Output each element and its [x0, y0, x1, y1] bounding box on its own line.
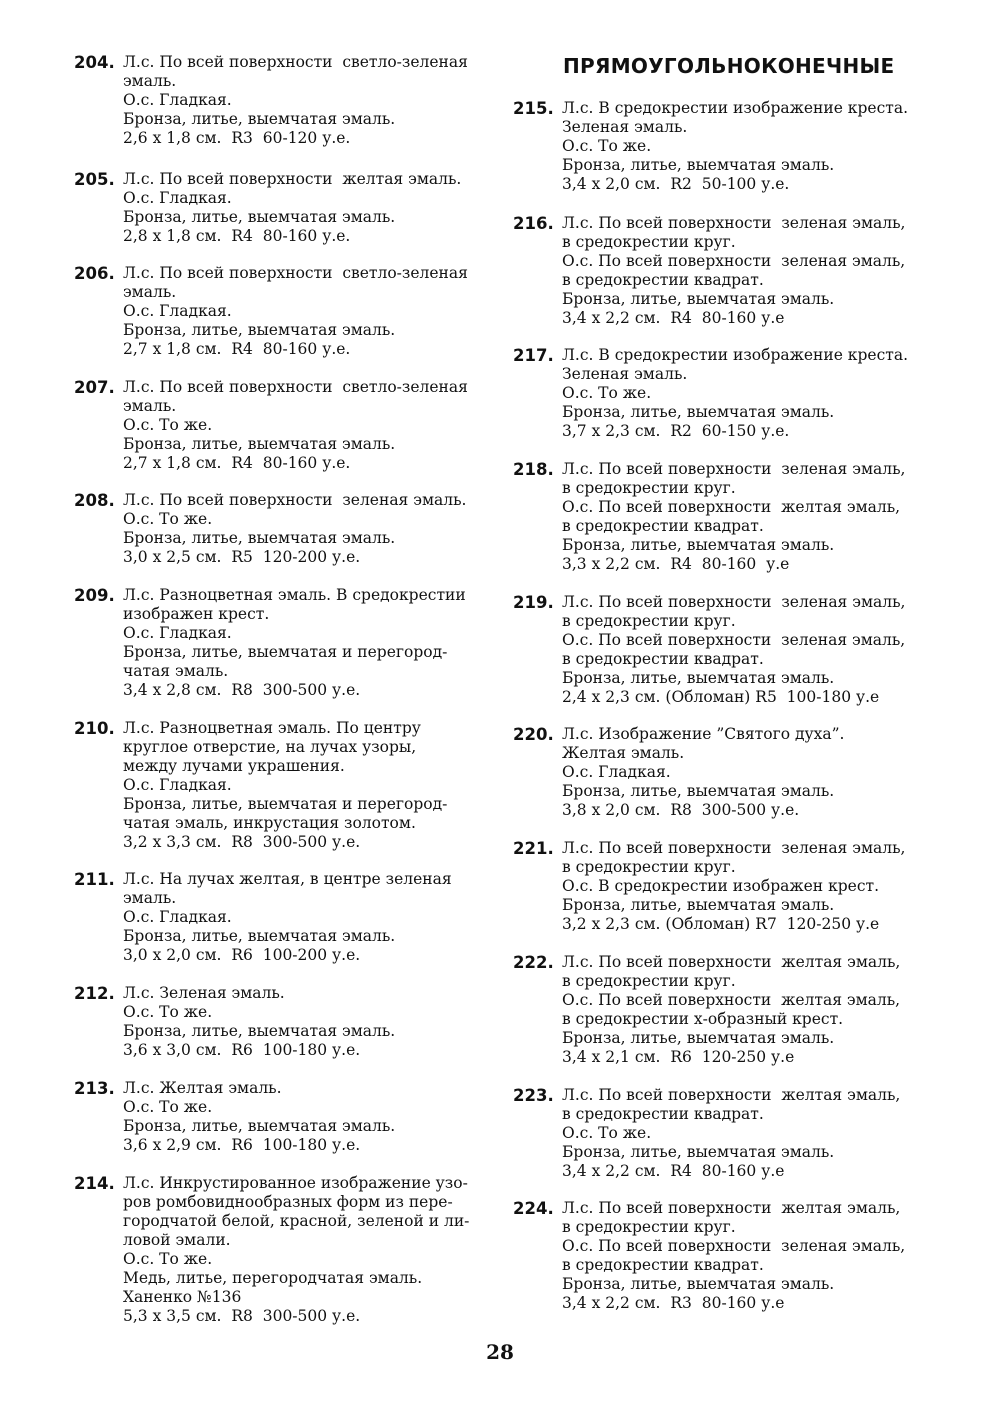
- entry-line: в средокрестии круг.: [562, 479, 736, 497]
- page-number: 28: [486, 1340, 514, 1364]
- entry-number: 212.: [74, 984, 115, 1003]
- entry-line: Л.с. По всей поверхности зеленая эмаль.: [123, 491, 467, 509]
- entry-number: 218.: [513, 460, 554, 479]
- entry-line: 3,4 х 2,1 см. R6 120-250 у.е: [562, 1048, 795, 1066]
- entry-line: О.с. По всей поверхности желтая эмаль,: [562, 991, 901, 1009]
- entry-line: эмаль.: [123, 397, 177, 415]
- entry-line: 2,6 х 1,8 см. R3 60-120 у.е.: [123, 129, 351, 147]
- entry-line: О.с. То же.: [123, 510, 213, 528]
- entry-number: 210.: [74, 719, 115, 738]
- entry-line: Бронза, литье, выемчатая эмаль.: [562, 896, 835, 914]
- entry-line: 3,4 х 2,2 см. R4 80-160 у.е: [562, 1162, 785, 1180]
- entry-description: [562, 346, 908, 441]
- entry-line: Бронза, литье, выемчатая эмаль.: [123, 529, 396, 547]
- entry-line: Бронза, литье, выемчатая эмаль.: [562, 403, 835, 421]
- entry-number: 217.: [513, 346, 554, 365]
- entry-line: Л.с. Зеленая эмаль.: [123, 984, 285, 1002]
- entry-line: О.с. Гладкая.: [123, 908, 232, 926]
- entry-line: 2,8 х 1,8 см. R4 80-160 у.е.: [123, 227, 351, 245]
- entry-line: 3,4 х 2,2 см. R3 80-160 у.е: [562, 1294, 785, 1312]
- entry-number: 216.: [513, 214, 554, 233]
- entry-number: 215.: [513, 99, 554, 118]
- entry-number: 220.: [513, 725, 554, 744]
- entry-line: Бронза, литье, выемчатая эмаль.: [562, 669, 835, 687]
- entry-line: в средокрестии квадрат.: [562, 650, 764, 668]
- entry-line: 3,0 х 2,0 см. R6 100-200 у.е.: [123, 946, 361, 964]
- entry-line: Желтая эмаль.: [562, 744, 685, 762]
- entry-line: Л.с. В средокрестии изображение креста.: [562, 346, 909, 364]
- entry-line: в средокрестии квадрат.: [562, 1105, 764, 1123]
- entry-line: 3,8 х 2,0 см. R8 300-500 у.е.: [562, 801, 800, 819]
- entry-line: Л.с. В средокрестии изображение креста.: [562, 99, 909, 117]
- entry-line: О.с. Гладкая.: [123, 302, 232, 320]
- entry-line: Л.с. Разноцветная эмаль. По центру: [123, 719, 421, 737]
- entry-number: 223.: [513, 1086, 554, 1105]
- entry-line: Бронза, литье, выемчатая эмаль.: [562, 536, 835, 554]
- entry-line: О.с. По всей поверхности зеленая эмаль,: [562, 1237, 906, 1255]
- entry-line: Л.с. По всей поверхности зеленая эмаль,: [562, 593, 906, 611]
- entry-description: [562, 953, 900, 1067]
- entry-line: Бронза, литье, выемчатая эмаль.: [123, 1022, 396, 1040]
- entry-line: Бронза, литье, выемчатая эмаль.: [562, 1143, 835, 1161]
- entry-line: Бронза, литье, выемчатая эмаль.: [562, 1275, 835, 1293]
- entry-line: Бронза, литье, выемчатая эмаль.: [123, 435, 396, 453]
- entry-line: ловой эмали.: [123, 1231, 231, 1249]
- entry-number: 206.: [74, 264, 115, 283]
- entry-line: круглое отверстие, на лучах узоры,: [123, 738, 417, 756]
- entry-line: 3,6 х 2,9 см. R6 100-180 у.е.: [123, 1136, 361, 1154]
- entry-description: [562, 214, 905, 328]
- entry-line: Л.с. По всей поверхности светло-зеленая: [123, 378, 468, 396]
- entry-line: Л.с. Желтая эмаль.: [123, 1079, 282, 1097]
- entry-line: О.с. То же.: [562, 384, 652, 402]
- entry-line: 3,4 х 2,8 см. R8 300-500 у.е.: [123, 681, 361, 699]
- entry-line: Бронза, литье, выемчатая эмаль.: [123, 927, 396, 945]
- entry-line: Зеленая эмаль.: [562, 365, 688, 383]
- entry-line: Л.с. Изображение ”Святого духа”.: [562, 725, 845, 743]
- entry-line: 3,4 х 2,0 см. R2 50-100 у.е.: [562, 175, 790, 193]
- entry-line: Бронза, литье, выемчатая эмаль.: [123, 321, 396, 339]
- entry-line: О.с. По всей поверхности зеленая эмаль,: [562, 631, 906, 649]
- entry-number: 207.: [74, 378, 115, 397]
- entry-number: 222.: [513, 953, 554, 972]
- entry-line: О.с. Гладкая.: [123, 91, 232, 109]
- entry-line: Бронза, литье, выемчатая эмаль.: [562, 156, 835, 174]
- entry-line: Л.с. Разноцветная эмаль. В средокрестии: [123, 586, 466, 604]
- entry-description: [562, 725, 844, 820]
- entry-line: Л.с. По всей поверхности светло-зеленая: [123, 53, 468, 71]
- entry-line: О.с. Гладкая.: [123, 624, 232, 642]
- entry-line: Л.с. По всей поверхности светло-зеленая: [123, 264, 468, 282]
- entry-line: в средокрестии круг.: [562, 233, 736, 251]
- entry-description: [562, 460, 905, 574]
- section-heading: ПРЯМОУГОЛЬНОКОНЕЧНЫЕ: [563, 54, 895, 78]
- entry-line: Бронза, литье, выемчатая эмаль.: [123, 208, 396, 226]
- entry-line: в средокрестии квадрат.: [562, 517, 764, 535]
- entry-number: 221.: [513, 839, 554, 858]
- entry-line: Л.с. По всей поверхности желтая эмаль,: [562, 1086, 901, 1104]
- entry-line: О.с. То же.: [123, 1250, 213, 1268]
- entry-line: 3,2 х 2,3 см. (Обломан) R7 120-250 у.е: [562, 915, 880, 933]
- entry-number: 213.: [74, 1079, 115, 1098]
- entry-line: 2,7 х 1,8 см. R4 80-160 у.е.: [123, 454, 351, 472]
- entry-line: Ханенко №136: [123, 1288, 242, 1306]
- entry-line: Л.с. Инкрустированное изображение узо-: [123, 1174, 468, 1192]
- entry-line: между лучами украшения.: [123, 757, 345, 775]
- entry-line: О.с. По всей поверхности желтая эмаль,: [562, 498, 901, 516]
- entry-description: [123, 870, 452, 965]
- entry-description: [123, 264, 468, 359]
- entry-line: О.с. Гладкая.: [562, 763, 671, 781]
- entry-number: 211.: [74, 870, 115, 889]
- entry-number: 214.: [74, 1174, 115, 1193]
- entry-line: Бронза, литье, выемчатая эмаль.: [123, 1117, 396, 1135]
- entry-line: 3,2 х 3,3 см. R8 300-500 у.е.: [123, 833, 361, 851]
- entry-line: Л.с. На лучах желтая, в центре зеленая: [123, 870, 452, 888]
- entry-line: 2,7 х 1,8 см. R4 80-160 у.е.: [123, 340, 351, 358]
- entry-line: О.с. По всей поверхности зеленая эмаль,: [562, 252, 906, 270]
- entry-line: в средокрестии квадрат.: [562, 271, 764, 289]
- entry-description: [123, 719, 447, 852]
- entry-line: Бронза, литье, выемчатая эмаль.: [562, 782, 835, 800]
- entry-line: изображен крест.: [123, 605, 270, 623]
- entry-line: Л.с. По всей поверхности желтая эмаль,: [562, 1199, 901, 1217]
- entry-number: 224.: [513, 1199, 554, 1218]
- entry-description: [123, 378, 468, 473]
- entry-line: ров ромбовиднообразных форм из пере-: [123, 1193, 453, 1211]
- entry-line: чатая эмаль, инкрустация золотом.: [123, 814, 416, 832]
- entry-number: 204.: [74, 53, 115, 72]
- entry-description: [123, 586, 466, 700]
- entry-line: Л.с. По всей поверхности желтая эмаль,: [562, 953, 901, 971]
- entry-line: эмаль.: [123, 889, 177, 907]
- entry-line: в средокрестии круг.: [562, 972, 736, 990]
- entry-line: Бронза, литье, выемчатая и перегород-: [123, 795, 448, 813]
- entry-line: О.с. То же.: [562, 137, 652, 155]
- entry-description: [123, 984, 395, 1060]
- entry-number: 219.: [513, 593, 554, 612]
- entry-line: Л.с. По всей поверхности зеленая эмаль,: [562, 460, 906, 478]
- entry-line: О.с. То же.: [123, 1003, 213, 1021]
- entry-line: Л.с. По всей поверхности зеленая эмаль,: [562, 839, 906, 857]
- entry-line: 3,3 х 2,2 см. R4 80-160 у.е: [562, 555, 790, 573]
- entry-line: эмаль.: [123, 72, 177, 90]
- entry-line: Зеленая эмаль.: [562, 118, 688, 136]
- entry-line: Л.с. По всей поверхности зеленая эмаль,: [562, 214, 906, 232]
- entry-line: городчатой белой, красной, зеленой и ли-: [123, 1212, 470, 1230]
- entry-line: О.с. Гладкая.: [123, 189, 232, 207]
- entry-line: Бронза, литье, выемчатая и перегород-: [123, 643, 448, 661]
- entry-line: Медь, литье, перегородчатая эмаль.: [123, 1269, 423, 1287]
- entry-line: Бронза, литье, выемчатая эмаль.: [562, 290, 835, 308]
- entry-line: 3,0 х 2,5 см. R5 120-200 у.е.: [123, 548, 361, 566]
- entry-description: [562, 99, 908, 194]
- entry-number: 205.: [74, 170, 115, 189]
- entry-description: [123, 53, 468, 148]
- entry-number: 208.: [74, 491, 115, 510]
- entry-description: [123, 1079, 395, 1155]
- entry-description: [562, 1086, 900, 1181]
- entry-line: в средокрестии круг.: [562, 612, 736, 630]
- entry-line: в средокрестии квадрат.: [562, 1256, 764, 1274]
- entry-line: чатая эмаль.: [123, 662, 229, 680]
- entry-line: в средокрестии круг.: [562, 858, 736, 876]
- entry-line: Бронза, литье, выемчатая эмаль.: [123, 110, 396, 128]
- entry-line: эмаль.: [123, 283, 177, 301]
- entry-number: 209.: [74, 586, 115, 605]
- entry-description: [562, 593, 905, 707]
- entry-line: 5,3 х 3,5 см. R8 300-500 у.е.: [123, 1307, 361, 1325]
- entry-line: 3,4 х 2,2 см. R4 80-160 у.е: [562, 309, 785, 327]
- entry-line: О.с. То же.: [123, 1098, 213, 1116]
- entry-description: [562, 1199, 905, 1313]
- entry-line: О.с. То же.: [562, 1124, 652, 1142]
- entry-line: 3,7 х 2,3 см. R2 60-150 у.е.: [562, 422, 790, 440]
- entry-line: 3,6 х 3,0 см. R6 100-180 у.е.: [123, 1041, 361, 1059]
- entry-description: [123, 1174, 469, 1326]
- entry-line: О.с. То же.: [123, 416, 213, 434]
- entry-description: [123, 491, 466, 567]
- entry-line: Бронза, литье, выемчатая эмаль.: [562, 1029, 835, 1047]
- entry-description: [123, 170, 461, 246]
- entry-description: [562, 839, 905, 934]
- entry-line: Л.с. По всей поверхности желтая эмаль.: [123, 170, 462, 188]
- entry-line: 2,4 х 2,3 см. (Обломан) R5 100-180 у.е: [562, 688, 880, 706]
- entry-line: О.с. В средокрестии изображен крест.: [562, 877, 880, 895]
- entry-line: в средокрестии х-образный крест.: [562, 1010, 844, 1028]
- entry-line: О.с. Гладкая.: [123, 776, 232, 794]
- entry-line: в средокрестии круг.: [562, 1218, 736, 1236]
